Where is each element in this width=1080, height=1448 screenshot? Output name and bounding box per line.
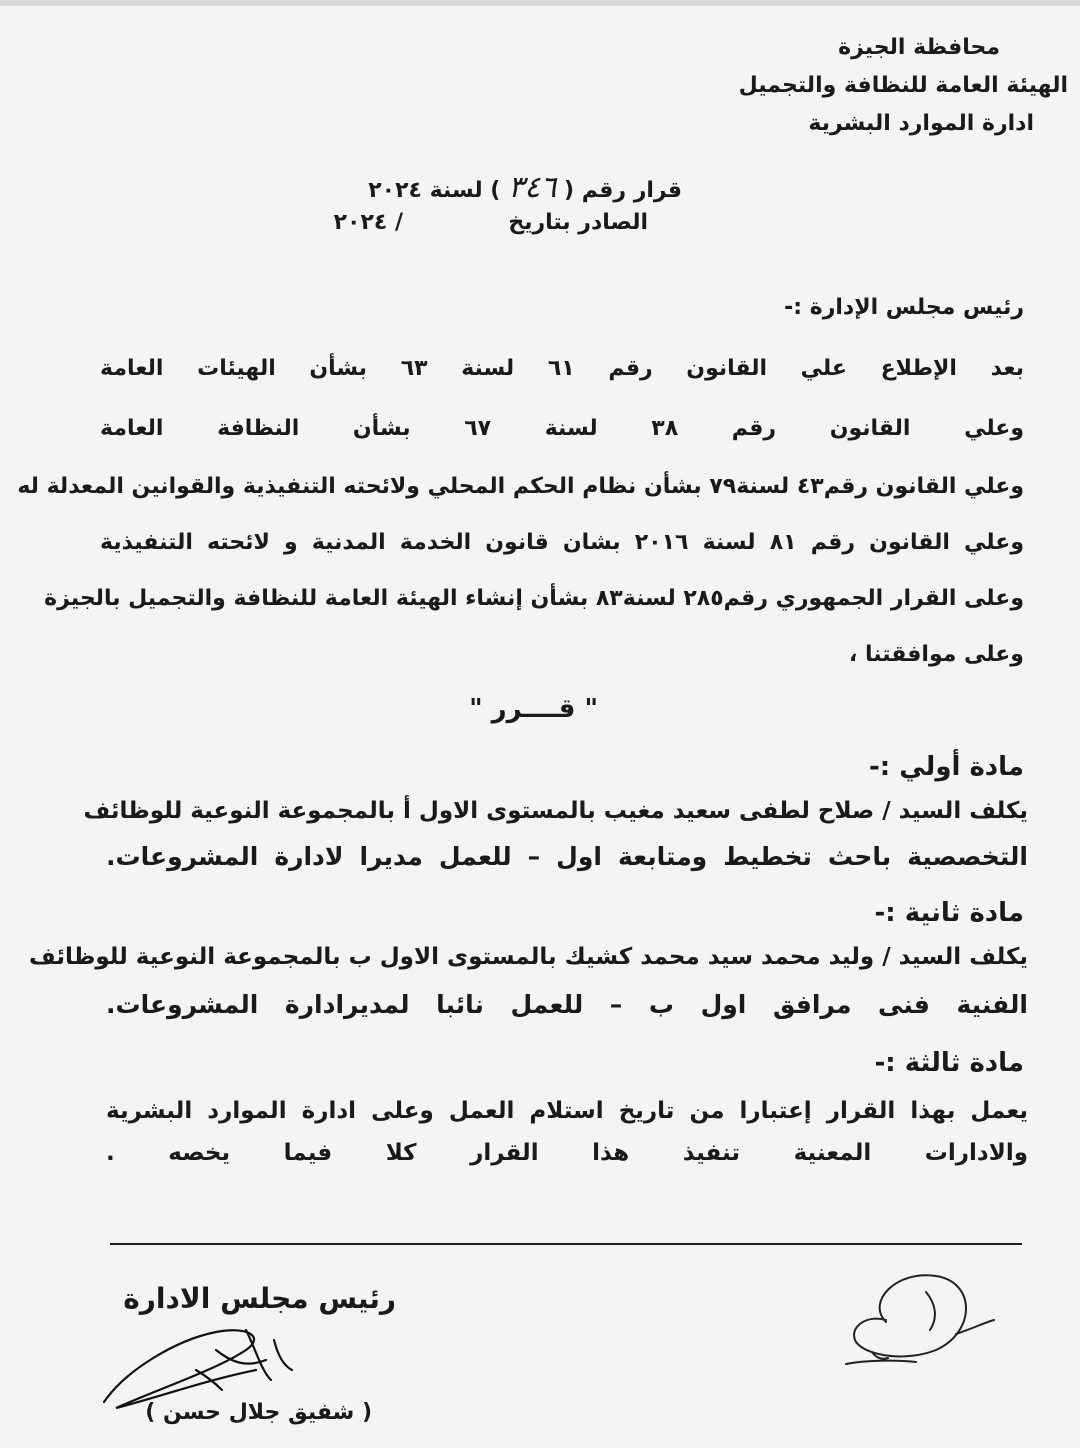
decision-number-label: قرار رقم (: [564, 178, 682, 203]
initials-scribble: [826, 1262, 996, 1372]
preamble-line: وعلي القانون رقم ٨١ لسنة ٢٠١٦ بشان قانون الخدمة المدنية و لائحته التنفيذية: [100, 530, 1024, 555]
preamble-line: وعلى موافقتنا ،: [848, 642, 1024, 667]
decision-number-handwritten: ٣٤٦: [507, 170, 557, 205]
preamble-line: وعلي القانون رقم ٣٨ لسنة ٦٧ بشأن النظافة العامة: [100, 416, 1025, 441]
preamble-line: وعلى القرار الجمهوري رقم٢٨٥ لسنة٨٣ بشأن إنشاء الهيئة العامة للنظافة والتجميل بالجيزة: [44, 586, 1024, 611]
addressee: رئيس مجلس الإدارة :-: [784, 295, 1024, 320]
decision-year-label: ) لسنة ٢٠٢٤: [368, 178, 501, 203]
article-text-line: والادارات المعنية تنفيذ هذا القرار كلا فيما يخصه .: [106, 1140, 1028, 1166]
decision-date-value: / ٢٠٢٤: [333, 210, 404, 235]
article-title: مادة أولي :-: [869, 752, 1024, 782]
governorate-name: محافظة الجيزة: [838, 35, 1000, 60]
article-title: مادة ثالثة :-: [874, 1048, 1024, 1078]
article-text-line: التخصصية باحث تخطيط ومتابعة اول – للعمل مديرا لادارة المشروعات.: [106, 842, 1028, 871]
handwritten-signature: [96, 1310, 296, 1420]
decision-number-line: [368, 170, 682, 205]
preamble-line: وعلي القانون رقم٤٣ لسنة٧٩ بشأن نظام الحكم المحلي ولائحته التنفيذية والقوانين المعدلة له: [17, 474, 1024, 499]
divider-line: [110, 1243, 1022, 1245]
decision-date-label: الصادر بتاريخ: [508, 210, 648, 235]
authority-name: الهيئة العامة للنظافة والتجميل: [738, 73, 1068, 98]
decision-date-line: [334, 210, 648, 235]
preamble-line: بعد الإطلاع علي القانون رقم ٦١ لسنة ٦٣ بشأن الهيئات العامة: [100, 356, 1024, 381]
department-name: ادارة الموارد البشرية: [808, 111, 1034, 136]
article-text-line: يكلف السيد / وليد محمد سيد محمد كشيك بالمستوى الاول ب بالمجموعة النوعية للوظائف: [29, 944, 1028, 970]
paper-edge-shadow: [0, 0, 1080, 20]
article-text-line: الفنية فنى مرافق اول ب – للعمل نائبا لمديرادارة المشروعات.: [106, 990, 1028, 1019]
signature-title: رئيس مجلس الادارة: [123, 1282, 396, 1315]
decided-heading: " قــــرر ": [469, 694, 598, 724]
article-text-line: يعمل بهذا القرار إعتبارا من تاريخ استلام العمل وعلى ادارة الموارد البشرية: [106, 1098, 1028, 1124]
signatory-name: ( شفيق جلال حسن ): [145, 1400, 372, 1425]
article-title: مادة ثانية :-: [874, 898, 1024, 928]
article-text-line: يكلف السيد / صلاح لطفى سعيد مغيب بالمستوى الاول أ بالمجموعة النوعية للوظائف: [83, 798, 1028, 824]
